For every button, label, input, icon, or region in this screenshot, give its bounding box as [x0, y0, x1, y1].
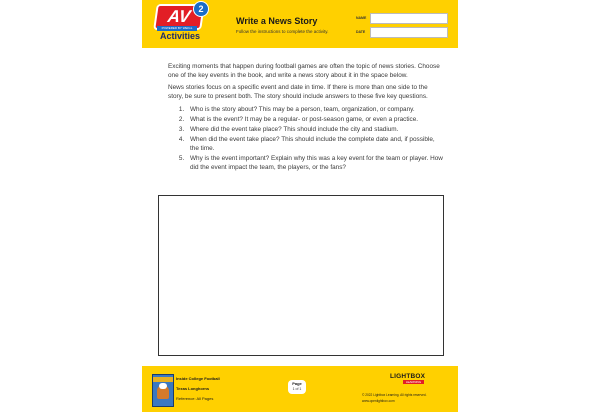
av2-logo-superscript: 2 [193, 1, 209, 17]
book-reference: Reference: All Pages [176, 396, 214, 401]
av2-logo-mark: AV [153, 4, 205, 30]
lightbox-logo [390, 373, 424, 386]
question-item-when: 4. When did the event take place? This should include the complete date and, if possible, the time. [186, 136, 444, 153]
key-questions-list [168, 106, 444, 173]
question-item-who: 1. Who is the story about? This may be a person, team, organization, or company. [186, 106, 444, 115]
name-field[interactable] [370, 13, 448, 24]
worksheet-subtitle: Follow the instructions to complete the activity. [236, 29, 329, 34]
name-label: NAME [356, 16, 367, 20]
website-link[interactable]: www.openlightbox.com [362, 399, 395, 403]
worksheet-page [142, 0, 458, 412]
news-story-writing-area[interactable] [158, 195, 444, 356]
av2-logo [151, 4, 211, 44]
worksheet-header [142, 0, 458, 48]
page-label: Page [292, 381, 302, 386]
book-cover-image [152, 374, 174, 407]
page-indicator [288, 380, 306, 394]
worksheet-content [168, 63, 444, 174]
page-number: 1 of 1 [292, 387, 302, 391]
date-label: DATE [356, 30, 366, 34]
copyright-text: © 2022 Lightbox Learning. All rights reserved. [362, 393, 427, 397]
book-subtitle: Texas Longhorns [176, 386, 210, 391]
question-item-what: 2. What is the event? It may be a regular- or post-season game, or even a practice. [186, 116, 444, 125]
date-field[interactable] [370, 27, 448, 38]
worksheet-footer [142, 366, 458, 412]
lightbox-logo-sub: LEARNING [403, 380, 424, 384]
lightbox-logo-name: LIGHTBOX [390, 373, 426, 380]
worksheet-title: Write a News Story [236, 16, 318, 26]
av2-logo-tagline: POWERED BY WEIGL [157, 26, 197, 31]
instructions-paragraph: News stories focus on a specific event and date in time. If there is more than one side to the story, be sure to present both. The story should include answers to these five key questions. [168, 84, 428, 101]
intro-paragraph: Exciting moments that happen during football games are often the topic of news stories. Choose one of the key events in the book, and write a news story about it in the space below. [168, 63, 440, 79]
question-item-why: 5. Why is the event important? Explain why this was a key event for the team or player. How did the event impact the team, the players, or the fans? [186, 155, 444, 172]
book-title: Inside College Football [176, 376, 220, 381]
activities-label: Activities [159, 31, 201, 41]
question-item-where: 3. Where did the event take place? This should include the city and stadium. [186, 126, 444, 135]
